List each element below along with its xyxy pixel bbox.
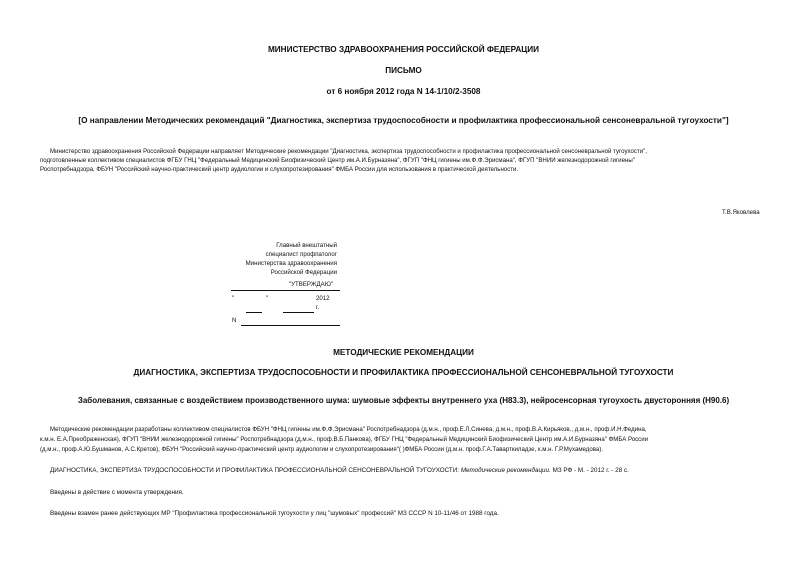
- signature: Т.В.Яковлева: [722, 209, 760, 216]
- approval-line-4: Российской Федерации: [270, 269, 337, 276]
- authors-line-2: к.м.н. Е.А.Преображенская), ФГУП "ВНИИ железнодорожной гигиены" Роспотребнадзора (д.м.н., проф.В.Б.Панкова), ФГБУ ГНЦ "Федеральный Медицинский Биофизический Центр им.А.И.Бурназяна" ФМБА России: [40, 436, 649, 443]
- letter-body-line-3: Роспотребнадзора, ФБУН "Российский научно-практический центр аудиологии и слухопротезирования" ФМБА России для использования в практической деятельности.: [40, 166, 519, 173]
- approval-quote-open: ": [232, 295, 235, 302]
- citation-main: ДИАГНОСТИКА, ЭКСПЕРТИЗА ТРУДОСПОСОБНОСТИ И ПРОФИЛАКТИКА ПРОФЕССИОНАЛЬНОЙ СЕНСОНЕВРАЛЬНОЙ ТУГОУХОСТИ:: [50, 467, 461, 474]
- replaces-note: Введены взамен ранее действующих МР "Профилактика профессиональной тугоухости у лиц "шумовых" профессий" МЗ СССР N 10-11/46 от 1988 года.: [50, 510, 499, 517]
- document-type: ПИСЬМО: [385, 66, 422, 75]
- approval-line-1: Главный внештатный: [276, 242, 337, 249]
- letter-body-line-1: Министерство здравоохранения Российской Федерации направляет Методические рекомендации "Диагностика, экспертиза трудоспособности и профилактика профессиональной сенсоневральной тугоухости",: [50, 148, 647, 155]
- approval-line-3: Министерства здравоохранения: [245, 260, 337, 267]
- citation-italic: Методические рекомендации.: [460, 467, 551, 474]
- authors-line-1: Методические рекомендации разработаны коллективом специалистов ФБУН "ФНЦ гигиены им.Ф.Ф.Эрисмана" Роспотребнадзора (д.м.н., проф.Е.Л.Синева, д.м.н., проф.В.А.Кирьяков., д.м.н., проф.И.Н.Федина,: [50, 426, 647, 433]
- approval-block: [200, 241, 337, 277]
- diseases-heading: Заболевания, связанные с воздействием производственного шума: шумовые эффекты внутреннего уха (Н83.3), нейросенсорная тугоухость двусторонняя (Н90.6): [77, 396, 730, 405]
- ministry-heading: МИНИСТЕРСТВО ЗДРАВООХРАНЕНИЯ РОССИЙСКОЙ ФЕДЕРАЦИИ: [267, 45, 540, 54]
- approval-line-divider: [231, 290, 340, 291]
- approval-year: 2012: [316, 295, 330, 302]
- letter-title: [О направлении Методических рекомендаций "Диагностика, экспертиза трудоспособности и профилактика профессиональной сенсоневральной тугоухости"]: [78, 116, 729, 125]
- citation-tail: МЗ РФ - М. - 2012 г. - 28 с.: [550, 467, 629, 474]
- approval-number-label: N: [232, 317, 237, 324]
- approval-month-underline: [283, 312, 314, 313]
- approval-line-2: специалист профпатолог: [265, 251, 337, 258]
- letter-body-line-2: подготовленные коллективом специалистов ФГБУ ГНЦ "Федеральный Медицинский Биофизический Центр им.А.И.Бурназяна", ФГУП "ФНЦ гигиены им.Ф.Ф.Эрисмана", ФГУП "ВНИИ железнодорожной гигиены": [40, 157, 635, 164]
- approval-year-suffix: г.: [316, 304, 320, 311]
- approval-number-underline: [241, 325, 340, 326]
- approval-quote-close: ": [266, 295, 269, 302]
- recommendations-subheading: ДИАГНОСТИКА, ЭКСПЕРТИЗА ТРУДОСПОСОБНОСТИ И ПРОФИЛАКТИКА ПРОФЕССИОНАЛЬНОЙ СЕНСОНЕВРАЛЬНОЙ ТУГОУХОСТИ: [133, 368, 674, 377]
- effective-note: Введены в действие с момента утверждения.: [50, 489, 184, 496]
- citation: [50, 467, 629, 474]
- document-date-number: от 6 ноября 2012 года N 14-1/10/2-3508: [326, 87, 481, 96]
- approval-day-underline: [246, 312, 262, 313]
- approval-approved: "УТВЕРЖДАЮ": [289, 281, 334, 288]
- authors-line-3: (д.м.н., проф.А.Ю.Бушманов, А.С.Кретов), ФБУН "Российский научно-практический центр аудиологии и слухопротезирования"( )ФМБА России (д.м.н. проф.Г.А.Таварткиладзе, к.м.н. Г.Р.Мухамедова).: [40, 446, 604, 453]
- recommendations-heading: МЕТОДИЧЕСКИЕ РЕКОМЕНДАЦИИ: [333, 348, 474, 357]
